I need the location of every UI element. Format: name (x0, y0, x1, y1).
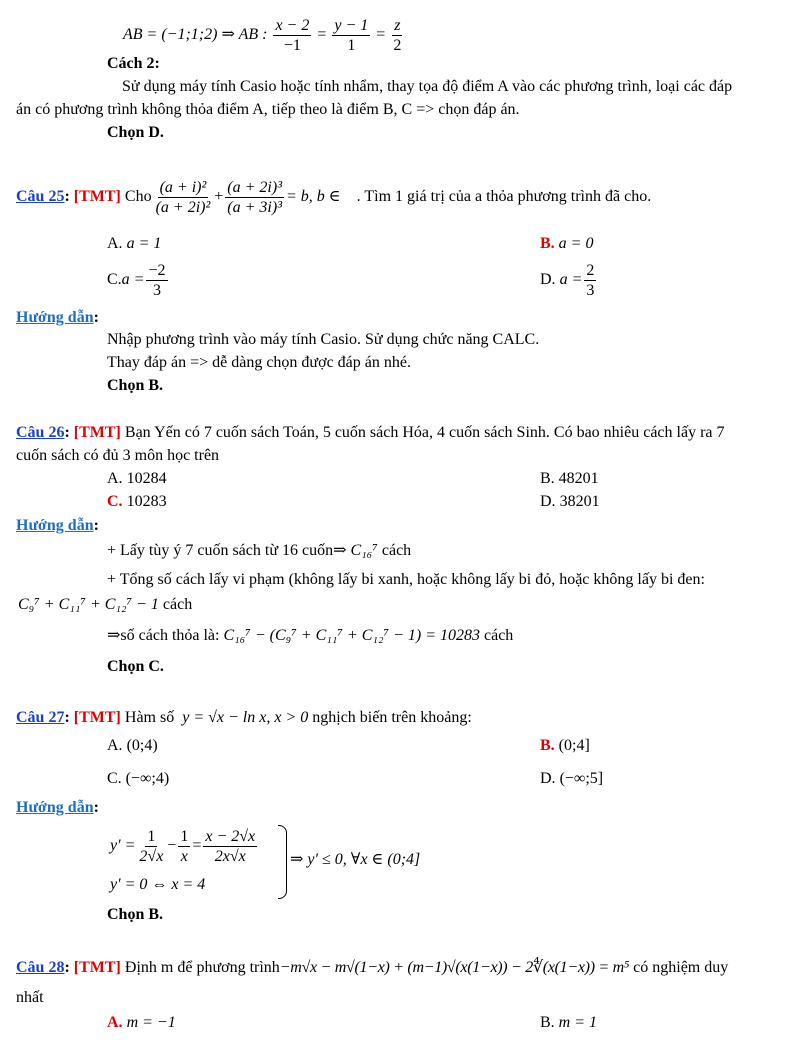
guide-label: Hướng dẫn (16, 517, 94, 534)
numerator: 1 (180, 827, 189, 845)
plus: + (214, 188, 224, 205)
fraction (391, 16, 403, 55)
numerator: x − 2√x (205, 827, 256, 845)
guide-line: Thay đáp án => dễ dàng chọn được đáp án nhé. (107, 354, 411, 371)
numerator: x − 2 (275, 17, 310, 34)
text: cách (162, 596, 193, 613)
option-value: 10283 (126, 493, 167, 510)
denominator: 3 (152, 281, 161, 299)
question-number: Câu 28 (16, 959, 65, 976)
guide-line (107, 626, 513, 646)
option-a (107, 234, 161, 254)
conclusion: ⇒ y′ ≤ 0, ∀x ∈ (0;4] (290, 851, 421, 868)
denominator: 2x√x (214, 847, 246, 865)
option-value: (−∞;5] (559, 770, 604, 787)
option-d (540, 769, 603, 789)
option-label: A. (107, 737, 123, 754)
guide-line: Nhập phương trình vào máy tính Casio. Sử dụng chức năng CALC. (107, 331, 540, 348)
text: cách (484, 627, 514, 644)
derivative-equation (110, 826, 259, 866)
option-label: C. (107, 770, 122, 787)
ab-line-equation (123, 16, 405, 55)
math: ⇒ C₁₆⁷ (333, 542, 378, 559)
guide-heading: Hướng dẫn: (16, 517, 99, 534)
answer-choice: Chọn B. (107, 906, 164, 923)
denominator: −1 (283, 37, 301, 54)
option-a (107, 469, 167, 489)
denominator: 3 (586, 281, 595, 299)
text: nghịch biến trên khoảng: (312, 709, 472, 726)
option-c (107, 769, 169, 789)
option-value: a = (121, 271, 145, 288)
denominator: x (180, 847, 188, 865)
fraction (332, 16, 370, 55)
question-27 (16, 708, 472, 728)
option-b (540, 469, 599, 489)
question-26 (16, 423, 725, 443)
paragraph: án có phương trình không thỏa điểm A, tiếp theo là điểm B, C => chọn đáp án. (16, 101, 520, 118)
option-value: 10284 (126, 470, 167, 487)
equals: = (317, 26, 327, 44)
numerator: y − 1 (334, 17, 369, 34)
method-2-heading: Cách 2: (107, 55, 160, 72)
option-label: A. (107, 1014, 123, 1031)
option-value: 38201 (559, 493, 600, 510)
colon: : (64, 959, 70, 976)
option-d (540, 260, 598, 300)
option-value: m = 1 (558, 1014, 598, 1031)
option-label: B. (540, 737, 555, 754)
answer-choice: Chọn B. (107, 377, 164, 394)
option-c (107, 260, 170, 300)
fraction (178, 827, 190, 866)
guide-heading: Hướng dẫn: (16, 309, 99, 326)
colon: : (64, 709, 70, 726)
option-label: A. (107, 235, 123, 252)
option-label: D. (540, 493, 556, 510)
option-value: (0;4] (558, 737, 590, 754)
numerator: (a + 2i)³ (227, 178, 282, 196)
numerator: (a + i)² (159, 178, 207, 196)
tag: [TMT] (73, 188, 121, 205)
option-label: B. (540, 235, 555, 252)
option-value: a = 0 (558, 235, 594, 252)
text: Định m để phương trình (124, 959, 280, 976)
fraction (203, 827, 257, 866)
question-28 (16, 958, 728, 978)
fraction (137, 827, 165, 866)
text: + Lấy tùy ý 7 cuốn sách từ 16 cuốn (107, 542, 334, 559)
guide-line: + Tổng số cách lấy vi phạm (không lấy bi xanh, hoặc không lấy bi đỏ, hoặc không lấy bi đen: (107, 571, 705, 588)
option-value: m = −1 (126, 1014, 176, 1031)
option-a (107, 1013, 176, 1033)
option-value: a = 1 (126, 235, 162, 252)
guide-line (107, 541, 411, 561)
colon: : (64, 424, 70, 441)
option-d (540, 492, 600, 512)
denominator: 2√x (139, 847, 164, 865)
equals: = (192, 837, 202, 854)
option-label: B. (540, 1014, 555, 1031)
answer-choice: Chọn D. (107, 124, 164, 141)
math: y′ = (110, 837, 136, 854)
numerator: 2 (586, 261, 595, 279)
option-label: D. (540, 271, 556, 288)
guide-heading: Hướng dẫn: (16, 799, 99, 816)
text: Cho (124, 188, 152, 205)
answer-choice: Chọn C. (107, 658, 164, 675)
option-label: C. (107, 271, 122, 288)
question-number: Câu 25 (16, 188, 65, 205)
question-25 (16, 176, 651, 218)
math: C₉⁷ + C₁₁⁷ + C₁₂⁷ − 1 (18, 596, 159, 613)
option-b (540, 1013, 597, 1033)
text: Hàm số (124, 709, 175, 726)
text: ⇒số cách thỏa là: (107, 627, 220, 644)
denominator: 2 (393, 37, 402, 54)
text: . Tìm 1 giá trị của a thỏa phương trình đã cho. (356, 188, 652, 205)
fraction (154, 178, 213, 217)
tag: [TMT] (73, 424, 121, 441)
math: y = √x − ln x, x > 0 (182, 709, 309, 726)
math: = b, b ∈ (286, 188, 341, 205)
option-value: (−∞;4) (125, 770, 170, 787)
text: cách (381, 542, 412, 559)
fraction (146, 261, 167, 300)
equals: = (376, 26, 386, 44)
option-value: 48201 (558, 470, 599, 487)
math: −m√x − m√(1−x) + (m−1)√(x(1−x)) − 2∜(x(1−x)) = m⁵ (279, 959, 630, 976)
option-a (107, 736, 158, 756)
guide-line (18, 595, 192, 615)
guide-label: Hướng dẫn (16, 309, 94, 326)
question-text: cuốn sách có đủ 3 môn học trên (16, 447, 220, 464)
tag: [TMT] (73, 709, 121, 726)
denominator: (a + 3i)³ (227, 198, 282, 216)
option-b (540, 736, 590, 756)
fraction (225, 178, 284, 217)
option-b (540, 234, 593, 254)
fraction (584, 261, 596, 300)
question-text: nhất (16, 989, 44, 1006)
question-number: Câu 27 (16, 709, 65, 726)
text: Bạn Yến có 7 cuốn sách Toán, 5 cuốn sách Hóa, 4 cuốn sách Sinh. Có bao nhiêu cách lấy ra 7 (124, 424, 725, 441)
option-value: a = (559, 271, 583, 288)
text: có nghiệm duy (633, 959, 729, 976)
option-c (107, 492, 167, 512)
guide-label: Hướng dẫn (16, 799, 94, 816)
right-brace (278, 825, 287, 899)
option-label: C. (107, 493, 123, 510)
numerator: −2 (148, 261, 166, 279)
question-number: Câu 26 (16, 424, 65, 441)
denominator: (a + 2i)² (155, 198, 211, 216)
paragraph: Sử dụng máy tính Casio hoặc tính nhẩm, thay tọa độ điểm A vào các phương trình, loại các đáp (122, 78, 733, 95)
critical-point-equation: y′ = 0 ⇔ x = 4 (110, 876, 206, 893)
numerator: z (394, 17, 401, 34)
colon: : (64, 188, 70, 205)
fraction (273, 16, 311, 55)
minus: − (167, 837, 177, 854)
tag: [TMT] (73, 959, 121, 976)
option-label: B. (540, 470, 555, 487)
denominator: 1 (347, 37, 356, 54)
ab-vector: AB = (−1;1;2) ⇒ AB : (123, 26, 268, 44)
numerator: 1 (147, 827, 156, 845)
option-label: D. (540, 770, 556, 787)
math: C₁₆⁷ − (C₉⁷ + C₁₁⁷ + C₁₂⁷ − 1) = 10283 (223, 627, 480, 644)
option-label: A. (107, 470, 123, 487)
option-value: (0;4) (126, 737, 158, 754)
